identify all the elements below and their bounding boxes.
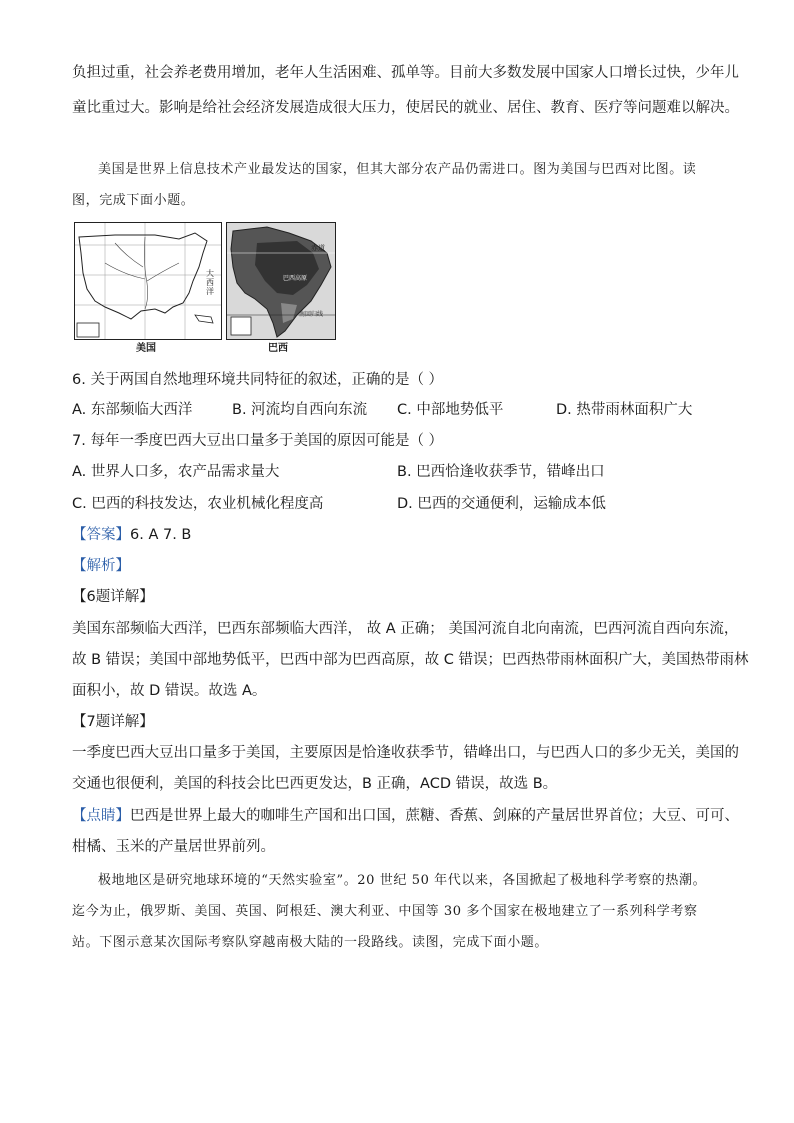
detail7-line-1: 一季度巴西大豆出口量多于美国，主要原因是恰逢收获季节，错峰出口，与巴西人口的多少无关，美国的 (72, 745, 739, 761)
intro-line-1: 负担过重，社会养老费用增加，老年人生活困难、孤单等。目前大多数发展中国家人口增长过快，少年儿 (72, 65, 739, 81)
us-map (74, 222, 222, 340)
answer-tag: 【答案】 (72, 527, 130, 543)
passage2-line-3: 站。下图示意某次国际考察队穿越南极大陆的一段路线。读图，完成下面小题。 (72, 935, 549, 950)
answer-line (72, 525, 191, 545)
q7-option-d: D. 巴西的交通便利，运输成本低 (397, 496, 606, 512)
brazil-map (226, 222, 336, 340)
q6-option-a: A. 东部频临大西洋 (72, 402, 193, 418)
q6-option-c: C. 中部地势低平 (397, 402, 504, 418)
us-brazil-comparison-figure (74, 222, 336, 354)
passage1-line-2: 图，完成下面小题。 (72, 193, 195, 208)
analysis-tag: 【解析】 (72, 558, 130, 574)
equator-label: 赤道 (311, 244, 325, 252)
tip-line-2: 柑橘、玉米的产量居世界前列。 (72, 839, 275, 855)
detail7-tag: 【7题详解】 (72, 714, 154, 730)
us-map-drawing (75, 223, 221, 339)
tip-tag: 【点睛】 (72, 808, 130, 824)
q7-stem: 7. 每年一季度巴西大豆出口量多于美国的原因可能是（ ） (72, 433, 444, 449)
passage1-line-1: 美国是世界上信息技术产业最发达的国家，但其大部分农产品仍需进口。图为美国与巴西对比图。读 (98, 162, 697, 177)
tip-line-1 (72, 806, 739, 826)
answer-text: 6. A 7. B (130, 527, 192, 543)
passage2-line-1: 极地地区是研究地球环境的“天然实验室”。20 世纪 50 年代以来，各国掀起了极地科学考察的热潮。 (98, 873, 707, 888)
detail6-tag: 【6题详解】 (72, 589, 154, 605)
passage2-line-2: 迄今为止，俄罗斯、美国、英国、阿根廷、澳大利亚、中国等 30 多个国家在极地建立了一系列科学考察 (72, 904, 698, 919)
tropic-label: 南回归线 (299, 311, 324, 318)
detail6-line-3: 面积小，故 D 错误。故选 A。 (72, 683, 267, 699)
detail6-line-1: 美国东部频临大西洋，巴西东部频临大西洋， 故 A 正确； 美国河流自北向南流，巴西河流自西向东流， (72, 621, 739, 637)
q7-option-b: B. 巴西恰逢收获季节，错峰出口 (397, 464, 605, 480)
q6-option-d: D. 热带雨林面积广大 (556, 402, 693, 418)
q7-option-a: A. 世界人口多，农产品需求量大 (72, 464, 280, 480)
us-map-caption: 美国 (136, 343, 156, 354)
us-ocean-label: 大西洋 (206, 269, 214, 296)
detail7-line-2: 交通也很便利，美国的科技会比巴西更发达，B 正确，ACD 错误，故选 B。 (72, 776, 558, 792)
q6-stem: 6. 关于两国自然地理环境共同特征的叙述，正确的是（ ） (72, 372, 444, 388)
intro-line-2: 童比重过大。影响是给社会经济发展造成很大压力，使居民的就业、居住、教育、医疗等问题难以解决。 (72, 100, 739, 116)
brazil-map-caption: 巴西 (268, 343, 288, 354)
brazil-map-drawing (227, 223, 335, 339)
tip-text: 巴西是世界上最大的咖啡生产国和出口国，蔗糖、香蕉、剑麻的产量居世界首位；大豆、可可、 (130, 808, 739, 824)
plateau-label: 巴西高原 (283, 275, 308, 282)
q7-option-c: C. 巴西的科技发达，农业机械化程度高 (72, 496, 324, 512)
detail6-line-2: 故 B 错误；美国中部地势低平，巴西中部为巴西高原，故 C 错误；巴西热带雨林面积广大，美国热带雨林 (72, 652, 749, 668)
q6-option-b: B. 河流均自西向东流 (232, 402, 368, 418)
